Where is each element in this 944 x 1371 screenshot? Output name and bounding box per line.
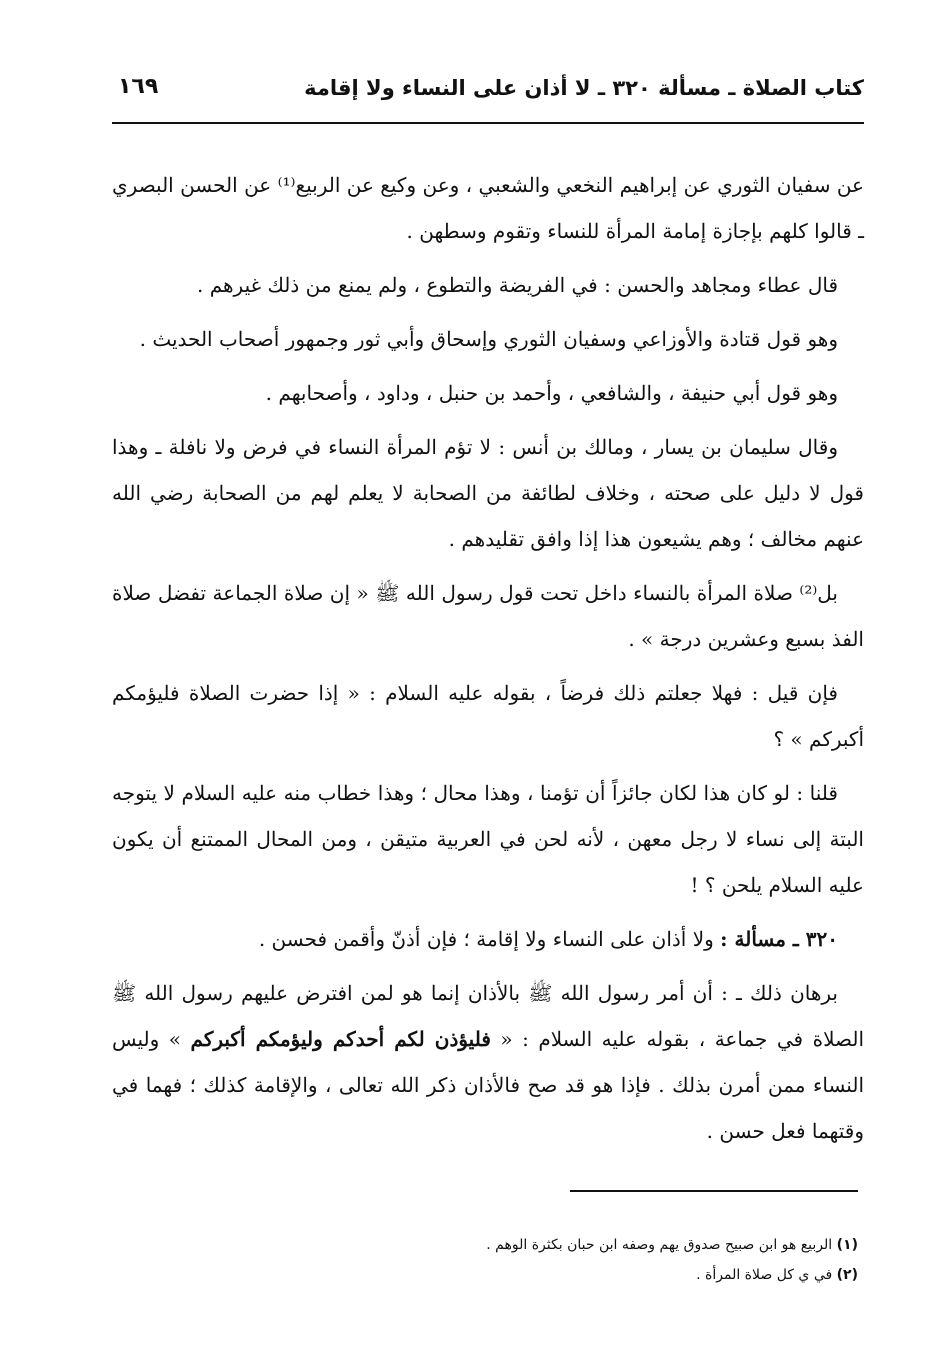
header-rule xyxy=(112,122,864,124)
page-header xyxy=(112,70,864,114)
footnotes xyxy=(258,1230,858,1290)
proof-text-2: » وليس النساء ممن أمرن بذلك . فإذا هو قد صح فالأذان ذكر الله تعالى ، والإقامة كذلك ؛ فهما في وقتهما فعل حسن . xyxy=(112,1027,864,1143)
issue-paragraph xyxy=(112,916,864,962)
running-title: كتاب الصلاة ـ مسألة ٣٢٠ ـ لا أذان على النساء ولا إقامة xyxy=(304,76,864,100)
footnote-text: في ي كل صلاة المرأة . xyxy=(696,1267,833,1283)
main-text xyxy=(112,162,864,1162)
paragraph-1: عن سفيان الثوري عن إبراهيم النخعي والشعبي ، وعن وكيع عن الربيع⁽¹⁾ عن الحسن البصري ـ قالوا كلهم بإجازة إمامة المرأة للنساء وتقوم وسطهن . xyxy=(112,173,864,243)
issue-text: ولا أذان على النساء ولا إقامة ؛ فإن أذنّ وأقمن فحسن . xyxy=(258,927,714,951)
footnote-rule xyxy=(570,1190,858,1192)
footnote-number: (١) xyxy=(836,1237,858,1253)
proof-text-1: برهان ذلك ـ : أن أمر رسول الله ﷺ بالأذان إنما هو لمن افترض عليهم رسول الله ﷺ الصلاة في جماعة ، بقوله عليه السلام : « xyxy=(112,981,865,1051)
footnote-number: (٢) xyxy=(836,1267,858,1283)
proof-paragraph xyxy=(112,970,864,1154)
footnote-text: الربيع هو ابن صبيح صدوق يهم وصفه ابن حبان بكثرة الوهم . xyxy=(486,1237,833,1253)
paragraph-4: وهو قول أبي حنيفة ، والشافعي ، وأحمد بن حنبل ، وداود ، وأصحابهم . xyxy=(265,381,838,405)
paragraph-6: بل⁽²⁾ صلاة المرأة بالنساء داخل تحت قول رسول الله ﷺ « إن صلاة الجماعة تفضل صلاة الفذ بسبع وعشرين درجة » . xyxy=(112,581,864,651)
footnote-1 xyxy=(258,1230,858,1260)
issue-label: ٣٢٠ ـ مسألة : xyxy=(720,927,838,951)
proof-quote: فليؤذن لكم أحدكم وليؤمكم أكبركم xyxy=(190,1027,491,1051)
paragraph-2: قال عطاء ومجاهد والحسن : في الفريضة والتطوع ، ولم يمنع من ذلك غيرهم . xyxy=(196,273,838,297)
paragraph-3: وهو قول قتادة والأوزاعي وسفيان الثوري وإسحاق وأبي ثور وجمهور أصحاب الحديث . xyxy=(139,327,838,351)
paragraph-7: فإن قيل : فهلا جعلتم ذلك فرضاً ، بقوله عليه السلام : « إذا حضرت الصلاة فليؤمكم أكبركم » ؟ xyxy=(112,681,864,751)
paragraph-8: قلنا : لو كان هذا لكان جائزاً أن تؤمنا ، وهذا محال ؛ وهذا خطاب منه عليه السلام لا يتوجه البتة إلى نساء لا رجل معهن ، لأنه لحن في العربية متيقن ، ومن المحال الممتنع أن يكون عليه السلام يلحن ؟ ! xyxy=(112,781,864,897)
paragraph-5: وقال سليمان بن يسار ، ومالك بن أنس : لا تؤم المرأة النساء في فرض ولا نافلة ـ وهذا قول لا دليل على صحته ، وخلاف لطائفة من الصحابة لا يعلم لهم من الصحابة رضي الله عنهم مخالف ؛ وهم يشيعون هذا إذا وافق تقليدهم . xyxy=(112,435,864,551)
footnote-2 xyxy=(258,1260,858,1290)
page-number: ١٦٩ xyxy=(118,74,159,99)
